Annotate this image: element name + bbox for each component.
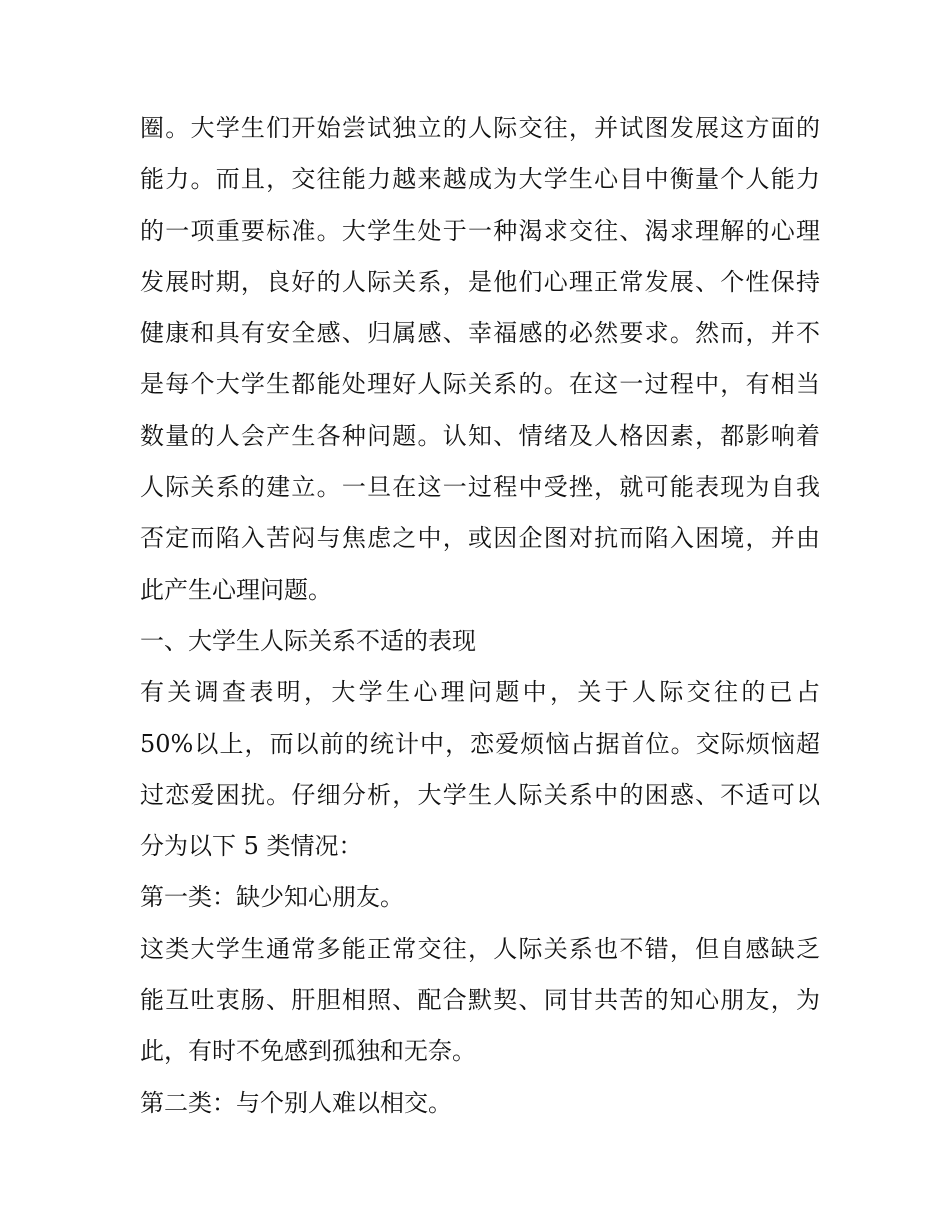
text-line: 能力。而且，交往能力越来越成为大学生心目中衡量个人能力 [140, 165, 820, 194]
text-line: 50%以上，而以前的统计中，恋爱烦恼占据首位。交际烦恼超 [140, 729, 820, 758]
text-line: 人际关系的建立。一旦在这一过程中受挫，就可能表现为自我 [140, 473, 820, 502]
section-heading: 一、大学生人际关系不适的表现 [140, 626, 476, 655]
text-line: 分为以下 5 类情况： [140, 832, 363, 861]
category-heading: 第一类：缺少知心朋友。 [140, 883, 404, 912]
text-line: 健康和具有安全感、归属感、幸福感的必然要求。然而，并不 [140, 319, 820, 348]
body-text [140, 103, 820, 1129]
text-line: 有关调查表明，大学生心理问题中，关于人际交往的已占 [140, 678, 820, 707]
text-line: 这类大学生通常多能正常交往，人际关系也不错，但自感缺乏 [140, 934, 820, 963]
text-line: 能互吐衷肠、肝胆相照、配合默契、同甘共苦的知心朋友，为 [140, 986, 820, 1015]
text-line: 发展时期，良好的人际关系，是他们心理正常发展、个性保持 [140, 267, 820, 296]
text-line: 的一项重要标准。大学生处于一种渴求交往、渴求理解的心理 [140, 216, 820, 245]
text-line: 此产生心理问题。 [140, 575, 332, 604]
text-line: 此，有时不免感到孤独和无奈。 [140, 1037, 476, 1066]
category-heading: 第二类：与个别人难以相交。 [140, 1088, 452, 1117]
text-line: 过恋爱困扰。仔细分析，大学生人际关系中的困惑、不适可以 [140, 780, 820, 809]
text-line: 是每个大学生都能处理好人际关系的。在这一过程中，有相当 [140, 370, 820, 399]
text-line: 数量的人会产生各种问题。认知、情绪及人格因素，都影响着 [140, 421, 820, 450]
text-line: 否定而陷入苦闷与焦虑之中，或因企图对抗而陷入困境，并由 [140, 524, 820, 553]
text-line: 圈。大学生们开始尝试独立的人际交往，并试图发展这方面的 [140, 114, 820, 142]
